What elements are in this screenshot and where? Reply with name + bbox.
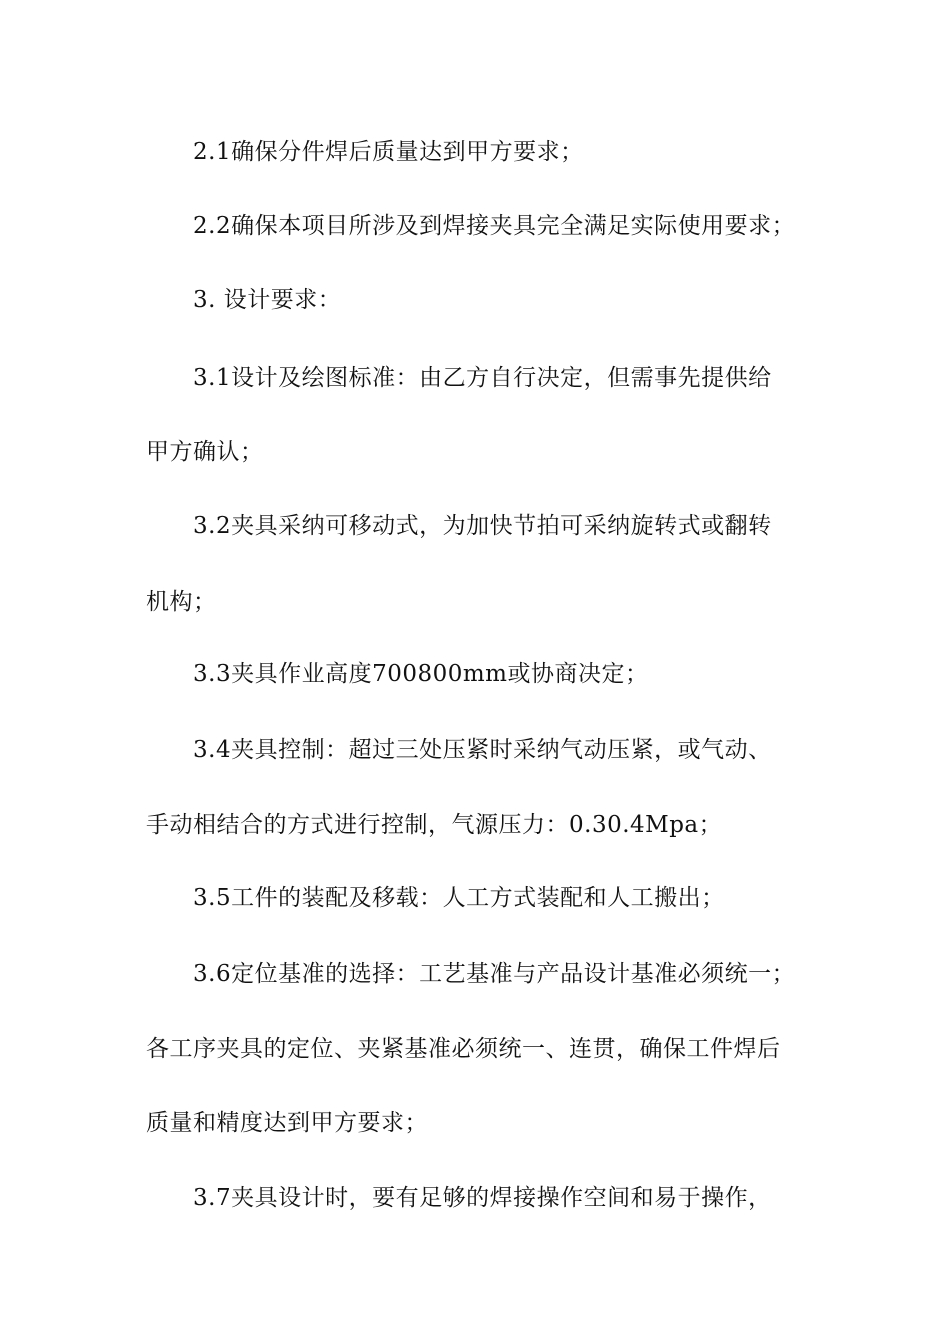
item-3-5: 3.5工件的装配及移载：人工方式装配和人工搬出；: [193, 885, 725, 911]
item-3-6: 3.6定位基准的选择：工艺基准与产品设计基准必须统一；: [193, 961, 796, 987]
item-3-4-continued: 手动相结合的方式进行控制，气源压力：0.30.4Mpa；: [146, 812, 723, 838]
item-2-1: 2.1确保分件焊后质量达到甲方要求；: [193, 139, 584, 165]
item-3-4: 3.4夹具控制：超过三处压紧时采纳气动压紧，或气动、: [193, 737, 772, 763]
item-3-3: 3.3夹具作业高度700800mm或协商决定；: [193, 661, 649, 687]
item-3-2: 3.2夹具采纳可移动式，为加快节拍可采纳旋转式或翻转: [193, 513, 772, 539]
section-3-heading: 3. 设计要求：: [193, 287, 342, 313]
item-3-6-continued: 各工序夹具的定位、夹紧基准必须统一、连贯，确保工件焊后: [146, 1036, 781, 1062]
item-3-1-continued: 甲方确认；: [146, 439, 264, 465]
item-3-7: 3.7夹具设计时，要有足够的焊接操作空间和易于操作，: [193, 1185, 772, 1211]
item-2-2: 2.2确保本项目所涉及到焊接夹具完全满足实际使用要求；: [193, 213, 796, 239]
item-3-2-continued: 机构；: [146, 589, 217, 615]
item-3-1: 3.1设计及绘图标准：由乙方自行决定，但需事先提供给: [193, 365, 772, 391]
item-3-6-continued-2: 质量和精度达到甲方要求；: [146, 1110, 428, 1136]
